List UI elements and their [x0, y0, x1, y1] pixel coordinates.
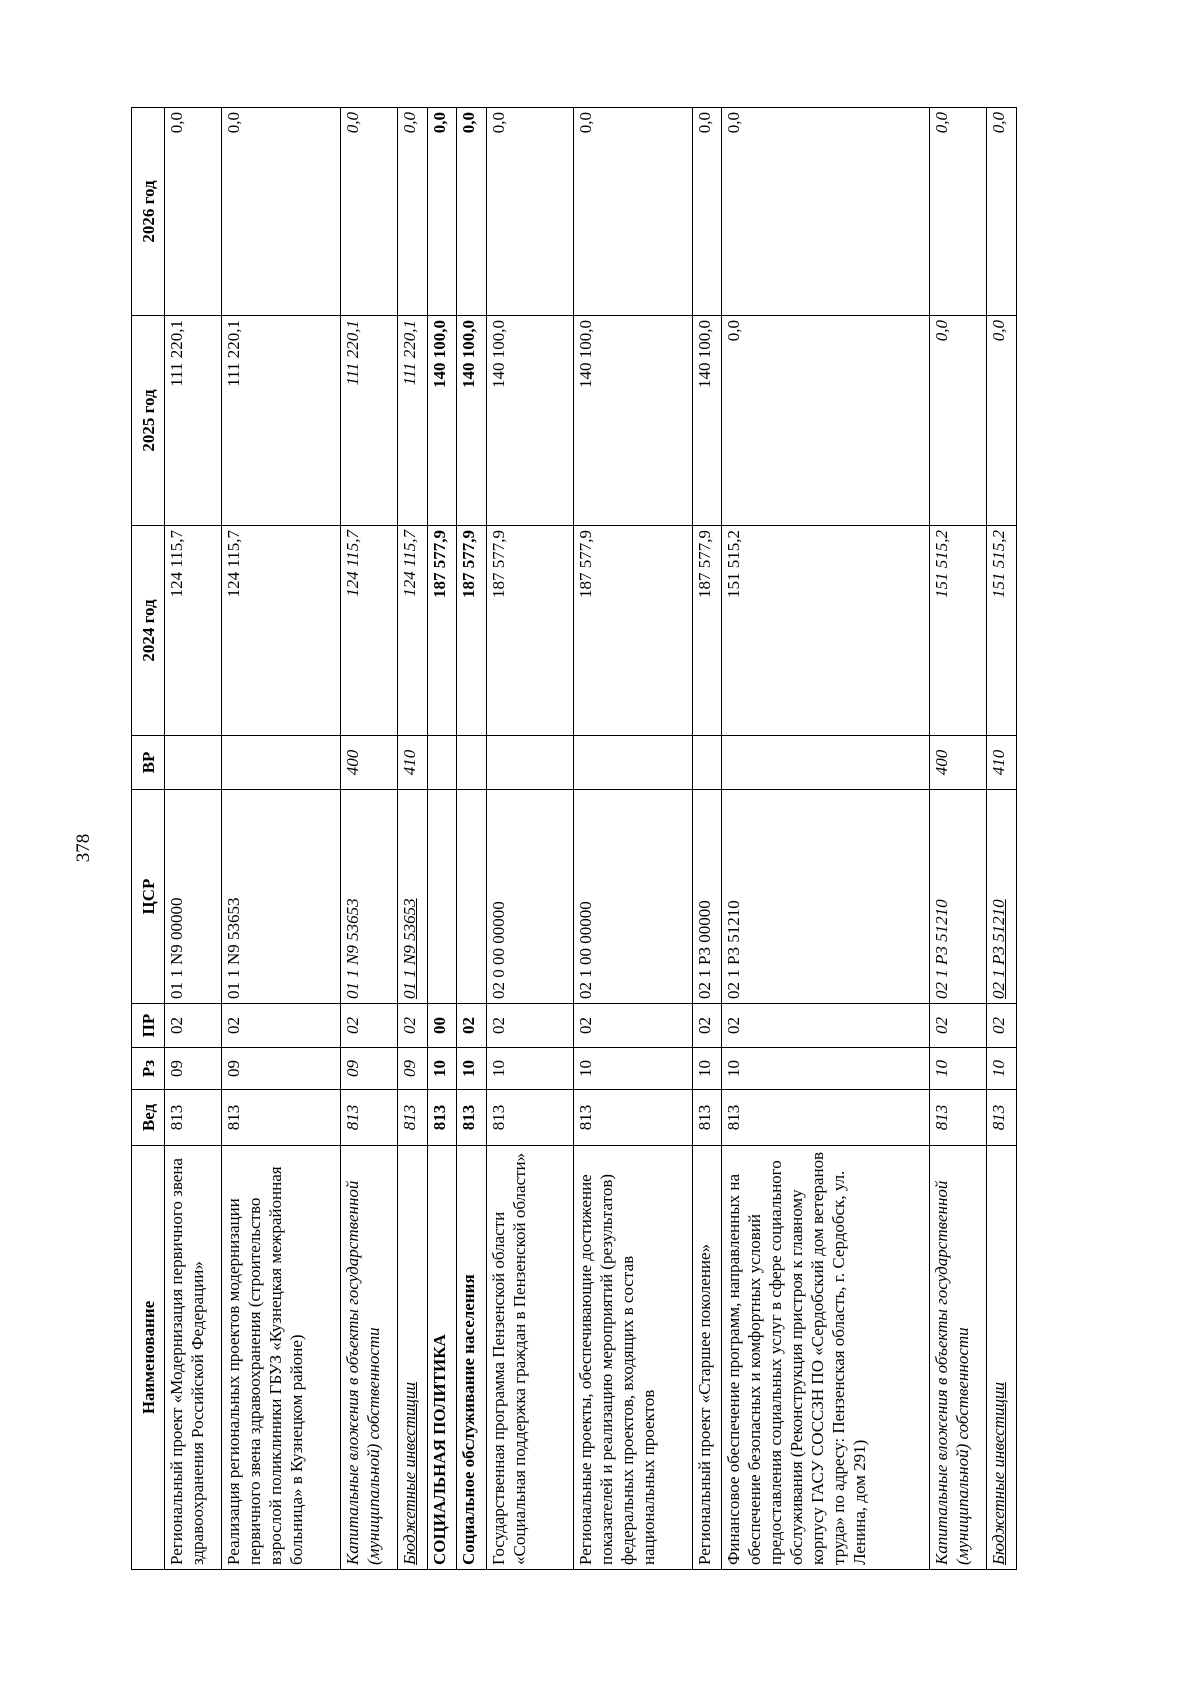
- row-amount-2025: [930, 316, 987, 526]
- row-amount-2024: [397, 526, 427, 736]
- row-amount-2026-text: 0,0: [724, 112, 744, 134]
- row-amount-2026-text: 0,0: [932, 112, 952, 134]
- row-rz-text: 10: [932, 1060, 952, 1077]
- row-pr: [487, 1004, 574, 1048]
- rotated-table-container: [131, 108, 1017, 1570]
- header-2025: 2025 год: [132, 316, 165, 526]
- header-rz: Рз: [132, 1048, 165, 1090]
- header-pr: ПР: [132, 1004, 165, 1048]
- row-name: [573, 1146, 692, 1570]
- row-amount-2024-text: 187 577,9: [489, 530, 509, 598]
- row-rz-text: 10: [489, 1060, 509, 1077]
- table-body: [165, 108, 1017, 1570]
- row-ved: [692, 1090, 722, 1146]
- row-name: [692, 1146, 722, 1570]
- row-pr-text: 02: [575, 1017, 595, 1034]
- row-pr-text: 02: [167, 1017, 186, 1034]
- row-pr-text: 02: [489, 1017, 509, 1034]
- row-pr-text: 02: [989, 1017, 1009, 1034]
- table-header-row: [132, 108, 165, 1570]
- row-name-text: Региональный проект «Модернизация первичного звена здравоохранения Российской Федерации»: [167, 1158, 207, 1565]
- row-vr-text: 410: [399, 749, 419, 776]
- row-amount-2026: [457, 108, 487, 316]
- row-vr: [930, 736, 987, 790]
- row-name: [487, 1146, 574, 1570]
- row-amount-2026: [222, 108, 341, 316]
- row-ved-text: 813: [694, 1104, 714, 1131]
- row-amount-2025-text: 140 100,0: [575, 320, 595, 388]
- row-rz-text: 10: [989, 1060, 1009, 1077]
- row-csr-text: 02 1 P3 00000: [694, 900, 714, 999]
- row-name: [427, 1146, 457, 1570]
- row-rz: [930, 1048, 987, 1090]
- row-amount-2024-text: 151 515,2: [932, 530, 952, 598]
- row-amount-2025-text: 140 100,0: [489, 320, 509, 388]
- row-pr-text: 02: [694, 1017, 714, 1034]
- row-vr-text: 410: [989, 749, 1009, 776]
- row-amount-2026: [930, 108, 987, 316]
- row-vr-text: 400: [932, 749, 952, 776]
- row-amount-2026-text: 0,0: [167, 112, 186, 134]
- row-amount-2024-text: 124 115,7: [342, 530, 362, 597]
- table-row: [722, 108, 930, 1570]
- row-amount-2025: [222, 316, 341, 526]
- row-csr-text: 01 1 N9 00000: [167, 897, 186, 999]
- row-rz: [222, 1048, 341, 1090]
- row-amount-2026: [427, 108, 457, 316]
- row-pr-text: 02: [459, 1017, 479, 1034]
- row-vr: [340, 736, 397, 790]
- row-csr-text: 02 1 P3 51210: [932, 899, 952, 999]
- row-rz: [397, 1048, 427, 1090]
- row-pr-text: 02: [224, 1017, 244, 1034]
- row-ved-text: 813: [724, 1104, 744, 1131]
- row-name-text: Реализация региональных проектов модернизации первичного звена здравоохранения (строительство взрослой поликлиники ГБУЗ «Кузнецкая межрайонная больница» в Кузнецком районе): [224, 1166, 307, 1565]
- row-pr-text: 02: [724, 1017, 744, 1034]
- table-row: [222, 108, 341, 1570]
- table-row: [165, 108, 222, 1570]
- row-ved: [987, 1090, 1017, 1146]
- row-amount-2026: [722, 108, 930, 316]
- table-row: [692, 108, 722, 1570]
- row-amount-2026-text: 0,0: [342, 112, 362, 134]
- row-amount-2024-text: 187 577,9: [575, 530, 595, 598]
- row-csr: [340, 790, 397, 1004]
- row-amount-2024-text: 187 577,9: [429, 530, 449, 598]
- table-row: [930, 108, 987, 1570]
- row-amount-2024-text: 187 577,9: [459, 530, 479, 598]
- row-amount-2026: [487, 108, 574, 316]
- row-name: [722, 1146, 930, 1570]
- row-csr-text: 02 1 P3 51210: [989, 899, 1009, 999]
- row-ved-text: 813: [429, 1104, 449, 1131]
- row-pr-text: 00: [429, 1017, 449, 1034]
- row-amount-2024: [573, 526, 692, 736]
- row-amount-2026-text: 0,0: [224, 112, 244, 134]
- row-vr: [397, 736, 427, 790]
- row-amount-2025-text: 111 220,1: [399, 320, 419, 386]
- row-amount-2024: [487, 526, 574, 736]
- header-vr: ВР: [132, 736, 165, 790]
- row-name-text: Региональный проект «Старшее поколение»: [694, 1243, 714, 1565]
- row-ved: [457, 1090, 487, 1146]
- row-amount-2024: [457, 526, 487, 736]
- row-pr: [722, 1004, 930, 1048]
- row-rz-text: 09: [342, 1060, 362, 1077]
- row-name-text: Государственная программа Пензенской области «Социальная поддержка граждан в Пензенской области»: [489, 1152, 530, 1565]
- row-pr: [457, 1004, 487, 1048]
- row-amount-2025-text: 0,0: [989, 320, 1009, 342]
- row-amount-2026: [573, 108, 692, 316]
- row-ved-text: 813: [932, 1104, 952, 1131]
- row-amount-2024-text: 151 515,2: [989, 530, 1009, 598]
- row-csr: [487, 790, 574, 1004]
- row-csr-text: 02 0 00 00000: [489, 901, 509, 999]
- row-pr: [930, 1004, 987, 1048]
- row-amount-2024-text: 151 515,2: [724, 530, 744, 598]
- row-rz: [165, 1048, 222, 1090]
- row-amount-2024: [692, 526, 722, 736]
- row-csr: [222, 790, 341, 1004]
- header-name: Наименование: [132, 1146, 165, 1570]
- row-amount-2025: [573, 316, 692, 526]
- row-pr-text: 02: [932, 1017, 952, 1034]
- row-pr: [397, 1004, 427, 1048]
- row-pr: [340, 1004, 397, 1048]
- row-name: [457, 1146, 487, 1570]
- row-amount-2024: [930, 526, 987, 736]
- table-row: [487, 108, 574, 1570]
- row-name: [987, 1146, 1017, 1570]
- row-amount-2026: [165, 108, 222, 316]
- row-csr: [397, 790, 427, 1004]
- row-rz: [692, 1048, 722, 1090]
- row-ved-text: 813: [167, 1104, 186, 1131]
- row-amount-2026: [397, 108, 427, 316]
- row-amount-2025: [722, 316, 930, 526]
- row-pr: [692, 1004, 722, 1048]
- row-amount-2024-text: 124 115,7: [399, 530, 419, 597]
- row-amount-2026-text: 0,0: [489, 112, 509, 134]
- row-rz-text: 10: [694, 1060, 714, 1077]
- row-amount-2025: [692, 316, 722, 526]
- row-csr: [930, 790, 987, 1004]
- row-ved: [722, 1090, 930, 1146]
- header-ved: Вед: [132, 1090, 165, 1146]
- row-csr: [722, 790, 930, 1004]
- table-row: [340, 108, 397, 1570]
- row-vr-text: 400: [342, 749, 362, 776]
- row-ved: [427, 1090, 457, 1146]
- row-ved: [487, 1090, 574, 1146]
- row-csr-text: 02 1 00 00000: [575, 901, 595, 999]
- row-pr-text: 02: [399, 1017, 419, 1034]
- row-amount-2025-text: 111 220,1: [167, 320, 186, 387]
- row-rz-text: 09: [399, 1060, 419, 1077]
- row-amount-2026-text: 0,0: [694, 112, 714, 134]
- row-rz-text: 09: [224, 1060, 244, 1077]
- row-csr-text: 02 1 P3 51210: [724, 900, 744, 999]
- row-vr: [573, 736, 692, 790]
- row-vr: [457, 736, 487, 790]
- row-amount-2025-text: 140 100,0: [459, 320, 479, 388]
- row-amount-2025-text: 140 100,0: [429, 320, 449, 388]
- table-row: [397, 108, 427, 1570]
- row-csr: [427, 790, 457, 1004]
- table-row: [987, 108, 1017, 1570]
- row-rz: [427, 1048, 457, 1090]
- row-csr: [692, 790, 722, 1004]
- row-ved: [222, 1090, 341, 1146]
- row-amount-2025-text: 111 220,1: [224, 320, 244, 387]
- row-csr-text: 01 1 N9 53653: [224, 897, 244, 999]
- row-vr: [692, 736, 722, 790]
- table-row: [573, 108, 692, 1570]
- row-rz: [340, 1048, 397, 1090]
- row-amount-2024-text: 124 115,7: [224, 530, 244, 598]
- row-vr: [987, 736, 1017, 790]
- row-csr: [165, 790, 222, 1004]
- page-number: 378: [73, 833, 94, 863]
- row-amount-2025: [487, 316, 574, 526]
- row-pr-text: 02: [342, 1017, 362, 1034]
- row-ved-text: 813: [989, 1104, 1009, 1131]
- row-pr: [165, 1004, 222, 1048]
- table-row: [457, 108, 487, 1570]
- row-pr: [222, 1004, 341, 1048]
- row-amount-2024: [987, 526, 1017, 736]
- row-rz: [487, 1048, 574, 1090]
- row-ved-text: 813: [459, 1104, 479, 1131]
- row-ved: [930, 1090, 987, 1146]
- row-ved-text: 813: [489, 1104, 509, 1131]
- row-name: [165, 1146, 222, 1570]
- row-amount-2024: [722, 526, 930, 736]
- header-2024: 2024 год: [132, 526, 165, 736]
- row-amount-2026-text: 0,0: [989, 112, 1009, 134]
- row-name-text: Бюджетные инвестиции: [399, 1382, 419, 1565]
- row-vr: [427, 736, 457, 790]
- row-name-text: Финансовое обеспечение программ, направленных на обеспечение безопасных и комфортных условий предоставления социальных услуг в сфере социального обслуживания (Реконструкция пристроя к главному корпусу ГАСУ СОССЗН ПО «Сердобский дом ветеранов труда» по адресу: Пензенская область, г. Сердобск, ул. Ленина, дом 291): [724, 1151, 870, 1565]
- row-amount-2026: [692, 108, 722, 316]
- row-rz-text: 10: [724, 1060, 744, 1077]
- row-amount-2025: [165, 316, 222, 526]
- row-ved: [340, 1090, 397, 1146]
- row-amount-2024: [165, 526, 222, 736]
- row-amount-2026-text: 0,0: [399, 112, 419, 134]
- row-amount-2024-text: 124 115,7: [167, 530, 186, 598]
- row-name: [222, 1146, 341, 1570]
- row-csr: [457, 790, 487, 1004]
- row-amount-2024: [222, 526, 341, 736]
- row-name-text: Капитальные вложения в объекты государственной (муниципальной) собственности: [932, 1180, 973, 1565]
- row-ved-text: 813: [224, 1104, 244, 1131]
- row-amount-2025: [457, 316, 487, 526]
- row-ved-text: 813: [575, 1104, 595, 1131]
- row-amount-2025-text: 140 100,0: [694, 320, 714, 388]
- row-amount-2025-text: 111 220,1: [342, 320, 362, 386]
- row-rz: [573, 1048, 692, 1090]
- row-amount-2026-text: 0,0: [429, 112, 449, 134]
- row-vr: [722, 736, 930, 790]
- row-vr: [222, 736, 341, 790]
- row-amount-2024-text: 187 577,9: [694, 530, 714, 598]
- row-vr: [165, 736, 222, 790]
- row-name: [340, 1146, 397, 1570]
- row-amount-2025: [397, 316, 427, 526]
- row-name-text: Социальное обслуживание населения: [459, 1274, 479, 1565]
- row-ved: [397, 1090, 427, 1146]
- row-pr: [427, 1004, 457, 1048]
- row-amount-2026-text: 0,0: [575, 112, 595, 134]
- row-amount-2025: [340, 316, 397, 526]
- row-ved: [165, 1090, 222, 1146]
- header-2026: 2026 год: [132, 108, 165, 316]
- row-name-text: СОЦИАЛЬНАЯ ПОЛИТИКА: [429, 1334, 449, 1565]
- budget-table: [131, 107, 1017, 1570]
- row-name-text: Бюджетные инвестиции: [989, 1382, 1009, 1565]
- row-csr: [987, 790, 1017, 1004]
- row-name-text: Региональные проекты, обеспечивающие достижение показателей и реализацию мероприятий (результатов) федеральных проектов, входящих в состав национальных проектов: [575, 1173, 658, 1565]
- row-ved-text: 813: [399, 1104, 419, 1131]
- row-name-text: Капитальные вложения в объекты государственной (муниципальной) собственности: [342, 1180, 383, 1565]
- row-rz-text: 10: [459, 1060, 479, 1077]
- row-rz: [457, 1048, 487, 1090]
- row-name: [397, 1146, 427, 1570]
- row-amount-2025-text: 0,0: [724, 320, 744, 342]
- row-vr: [487, 736, 574, 790]
- row-pr: [573, 1004, 692, 1048]
- row-amount-2026: [987, 108, 1017, 316]
- row-csr-text: 01 1 N9 53653: [342, 898, 362, 999]
- row-rz: [987, 1048, 1017, 1090]
- row-amount-2025: [987, 316, 1017, 526]
- row-amount-2026-text: 0,0: [459, 112, 479, 134]
- row-pr: [987, 1004, 1017, 1048]
- row-amount-2025-text: 0,0: [932, 320, 952, 342]
- row-rz-text: 10: [575, 1060, 595, 1077]
- header-csr: ЦСР: [132, 790, 165, 1004]
- row-rz-text: 09: [167, 1060, 186, 1077]
- row-amount-2026: [340, 108, 397, 316]
- row-name: [930, 1146, 987, 1570]
- row-amount-2025: [427, 316, 457, 526]
- row-amount-2024: [427, 526, 457, 736]
- row-amount-2024: [340, 526, 397, 736]
- row-csr-text: 01 1 N9 53653: [399, 898, 419, 999]
- row-ved-text: 813: [342, 1104, 362, 1131]
- table-row: [427, 108, 457, 1570]
- row-rz: [722, 1048, 930, 1090]
- row-rz-text: 10: [429, 1060, 449, 1077]
- row-csr: [573, 790, 692, 1004]
- row-ved: [573, 1090, 692, 1146]
